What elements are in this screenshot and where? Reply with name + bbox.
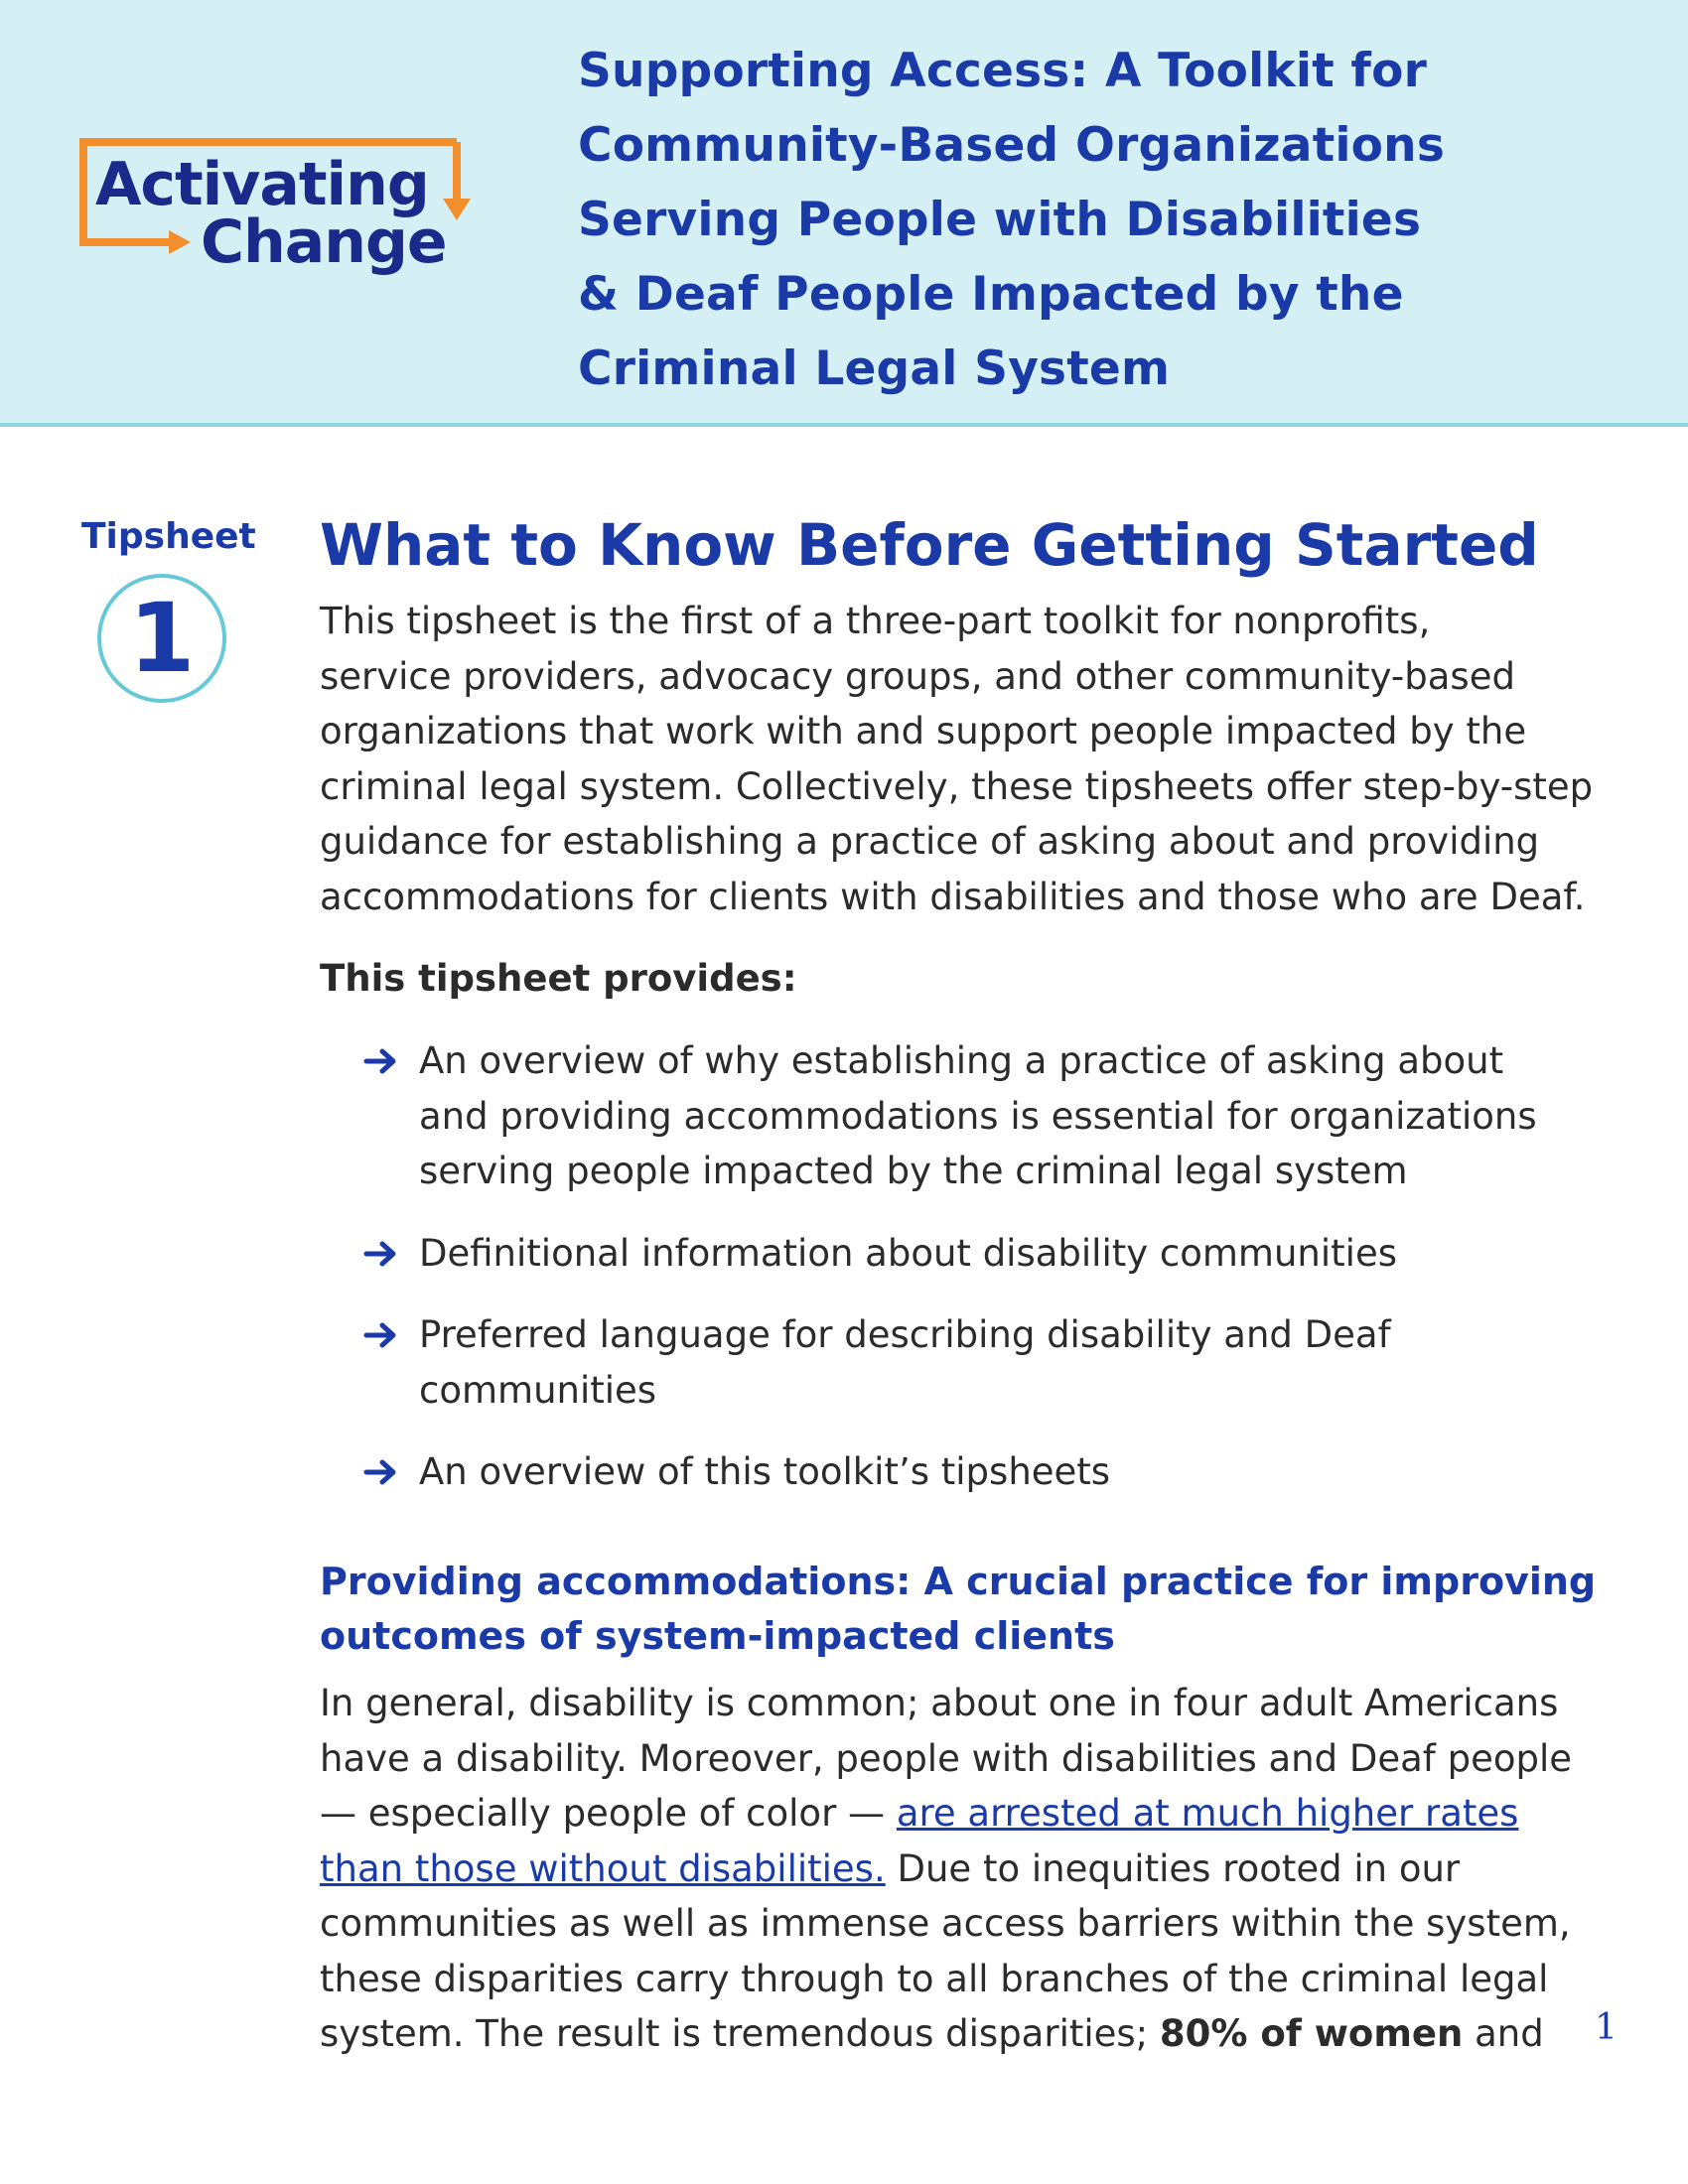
list-item-text: Definitional information about disability communities — [419, 1231, 1397, 1275]
paragraph-line: In general, disability is common; about one in four adult Americans — [320, 1682, 1559, 1724]
paragraph-line — [320, 1786, 1630, 1842]
list-item — [320, 1226, 1611, 1282]
paragraph-text: system. The result is tremendous disparities; — [320, 2012, 1160, 2055]
page-title: What to Know Before Getting Started — [320, 511, 1539, 579]
toolkit-title-line: Serving People with Disabilities — [578, 193, 1422, 247]
logo-line2: Change — [201, 207, 447, 277]
page-number: 1 — [1595, 2007, 1618, 2048]
paragraph-line: have a disability. Moreover, people with disabilities and Deaf people — [320, 1736, 1572, 1780]
paragraph-line — [320, 1842, 1630, 1897]
logo-line1: Activating — [95, 150, 429, 219]
disability-paragraph — [320, 1676, 1630, 2062]
list-item — [320, 1444, 1611, 1500]
paragraph-text: Due to inequities rooted in our — [885, 1846, 1461, 1890]
toolkit-title-line: & Deaf People Impacted by the — [578, 267, 1404, 322]
paragraph-line: communities as well as immense access barriers within the system, — [320, 1902, 1571, 1945]
section-heading-line: outcomes of system-impacted clients — [320, 1614, 1115, 1658]
arrow-right-icon — [363, 1237, 399, 1271]
arrest-rates-link[interactable]: than those without disabilities. — [320, 1846, 886, 1890]
list-item-text: An overview of this toolkit’s tipsheets — [419, 1450, 1111, 1493]
arrow-right-icon — [363, 1044, 399, 1078]
list-item-text: An overview of why establishing a practice of asking about — [419, 1039, 1504, 1082]
arrest-rates-link[interactable]: are arrested at much higher rates — [896, 1792, 1519, 1835]
toolkit-title-line: Community-Based Organizations — [578, 118, 1446, 173]
tipsheet-number-badge: 1 — [97, 574, 226, 703]
emphasis-statistic: 80% of women — [1159, 2012, 1464, 2055]
paragraph-text: and — [1463, 2012, 1544, 2055]
arrow-right-icon — [363, 1318, 399, 1352]
list-item-text: Preferred language for describing disability and Deaf — [419, 1313, 1391, 1356]
toolkit-title-line: Supporting Access: A Toolkit for — [578, 44, 1427, 98]
intro-line: organizations that work with and support people impacted by the — [320, 710, 1527, 752]
list-item — [320, 1307, 1611, 1418]
activating-change-logo — [73, 137, 481, 296]
intro-line: criminal legal system. Collectively, these tipsheets offer step-by-step — [320, 764, 1594, 808]
intro-line: service providers, advocacy groups, and other community-based — [320, 654, 1515, 698]
intro-line: This tipsheet is the first of a three-part toolkit for nonprofits, — [320, 600, 1431, 642]
paragraph-line — [320, 2006, 1630, 2062]
paragraph-line: these disparities carry through to all branches of the criminal legal — [320, 1957, 1549, 2000]
list-item-text: communities — [419, 1368, 657, 1412]
toolkit-title-line: Criminal Legal System — [578, 341, 1171, 396]
tipsheet-label: Tipsheet — [81, 516, 256, 557]
section-heading — [320, 1555, 1596, 1664]
intro-line: guidance for establishing a practice of asking about and providing — [320, 820, 1540, 863]
header-banner — [0, 0, 1688, 427]
intro-paragraph — [320, 594, 1630, 924]
intro-line: accommodations for clients with disabilities and those who are Deaf. — [320, 875, 1586, 918]
section-heading-line: Providing accommodations: A crucial practice for improving — [320, 1560, 1597, 1603]
list-item — [320, 1033, 1611, 1199]
paragraph-text: — especially people of color — — [320, 1792, 897, 1835]
toolkit-title — [578, 34, 1630, 406]
provides-label: This tipsheet provides: — [320, 957, 797, 1000]
arrow-right-icon — [363, 1455, 399, 1489]
list-item-text: serving people impacted by the criminal legal system — [419, 1150, 1408, 1192]
provides-list — [320, 1033, 1611, 1527]
list-item-text: and providing accommodations is essential for organizations — [419, 1094, 1537, 1138]
